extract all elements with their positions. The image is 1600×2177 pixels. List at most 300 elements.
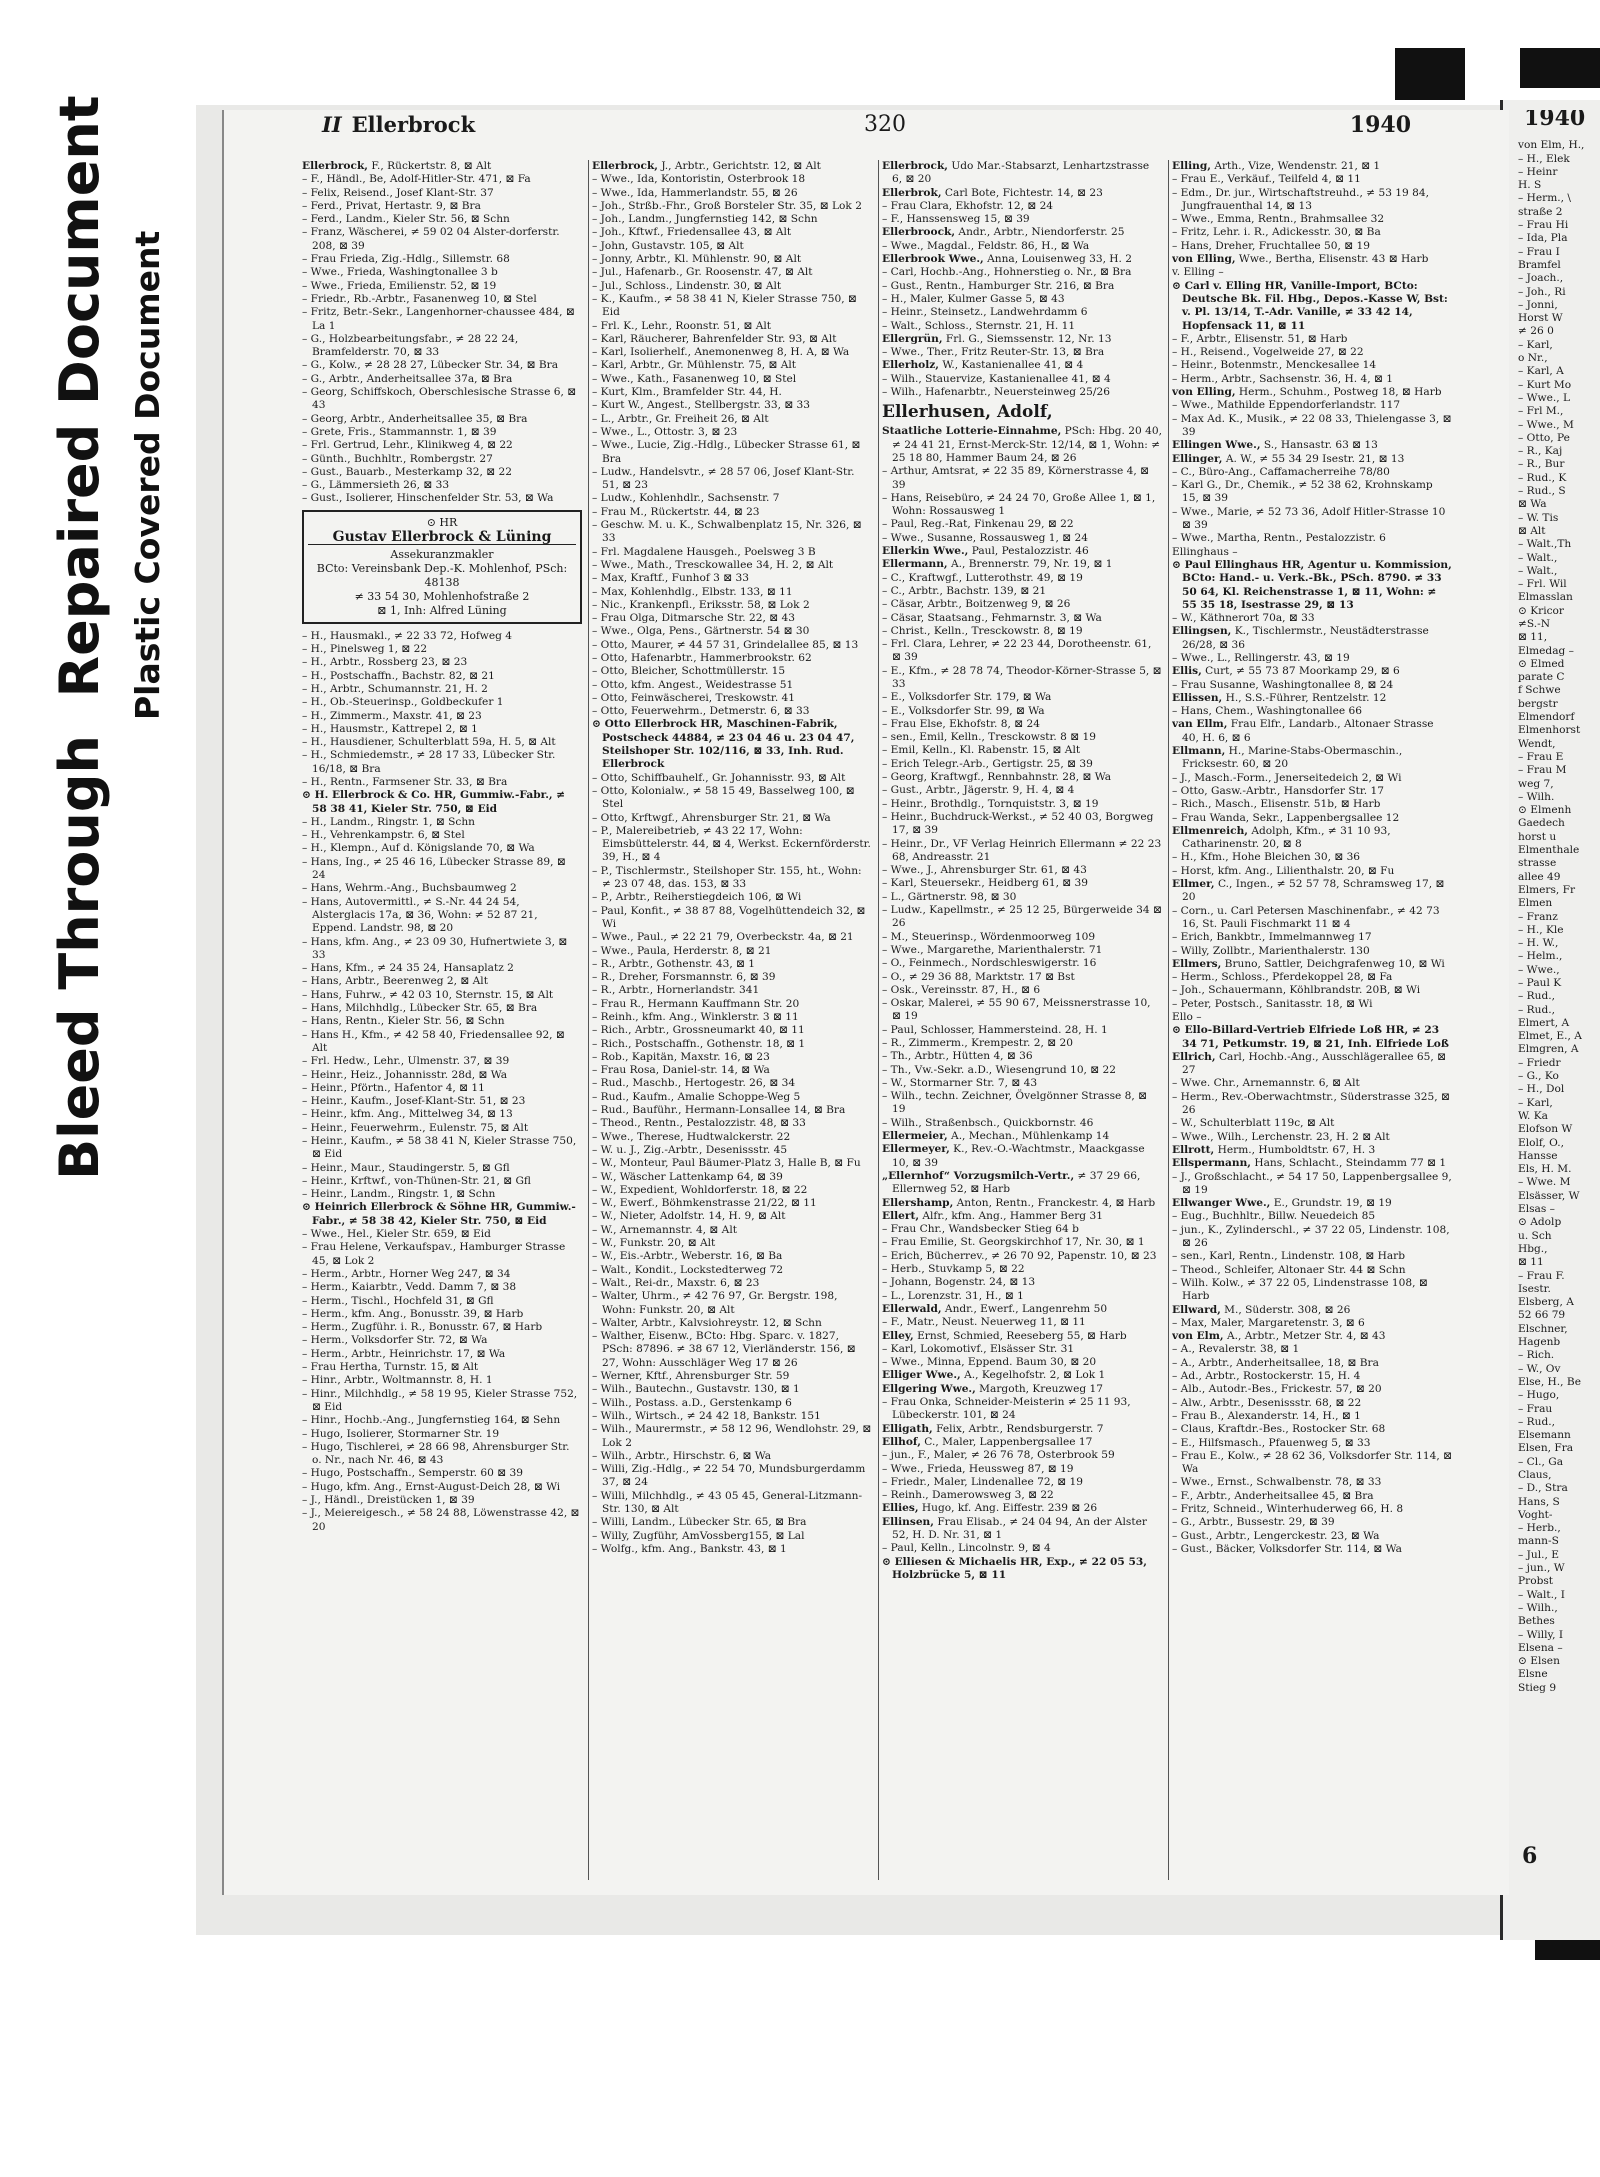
directory-entry: – Otto, Feuerwehrm., Detmerstr. 6, ⊠ 33 [592,705,810,718]
directory-entry: – R., Arbtr., Hornerlandstr. 341 [592,984,760,997]
directory-entry: – Frau M., Rückertstr. 44, ⊠ 23 [592,505,760,518]
next-page-line: Hans, S [1518,1495,1560,1508]
next-page-line: Isestr. [1518,1282,1551,1295]
next-page-line: ⊙ Adolp [1518,1216,1562,1229]
directory-entry: – Franz, Wäscherei, ≠ 59 02 04 Alster-dorferstr. 208, ⊠ 39 [302,226,560,252]
directory-entry: – K., Kaufm., ≠ 58 38 41 N, Kieler Strasse 750, ⊠ Eid [592,292,857,319]
directory-entry: – Heinr., Kaufm., Josef-Klant-Str. 51, ⊠ 23 [302,1095,526,1108]
directory-entry: – Wwe., Kath., Fasanenweg 10, ⊠ Stel [592,372,797,385]
directory-entry: ⊙ H. Ellerbrock & Co. HR, Gummiw.-Fabr., ≠ 58 38 41, Kieler Str. 750, ⊠ Eid [302,789,566,815]
directory-entry: – Peter, Postsch., Sanitasstr. 18, ⊠ Wi [1172,997,1373,1010]
directory-entry: Ellermann, A., Brennerstr. 79, Nr. 19, ⊠ 1 [882,558,1113,571]
next-page-line: ⊠ 11, [1518,631,1548,644]
directory-entry: – Heinr., Heiz., Johannisstr. 28d, ⊠ Wa [302,1068,508,1081]
directory-entry: – H., Zimmerm., Maxstr. 41, ⊠ 23 [302,709,482,722]
page-header [224,110,1509,148]
next-page-line: – H. W., [1518,937,1559,950]
directory-entry: – Herm., Rev.-Oberwachtmstr., Süderstrasse 325, ⊠ 26 [1172,1090,1450,1117]
directory-entry: – J., Großschlacht., ≠ 54 17 50, Lappenbergsallee 9, ⊠ 19 [1172,1170,1452,1196]
directory-entry: – W., Ewerf., Böhmkenstrasse 21/22, ⊠ 11 [592,1197,817,1210]
directory-entry: – Otto, Schiffbauhelf., Gr. Johannisstr. 93, ⊠ Alt [592,771,846,784]
directory-entry: – Ludw., Handelsvtr., ≠ 28 57 06, Josef Klant-Str. 51, ⊠ 23 [592,465,855,492]
next-page-line: – Kurt Mo [1518,378,1572,391]
directory-entry: – Karl, Isolierhelf., Anemonenweg 8, H. A, ⊠ Wa [592,346,850,359]
directory-entry: – Otto, Hafenarbtr., Hammerbrookstr. 62 [592,651,812,664]
directory-entry: Ellissen, H., S.S.-Führer, Rentzelstr. 12 [1172,691,1387,704]
directory-entry: – Wwe., Martha, Rentn., Pestalozzistr. 6 [1172,532,1386,545]
directory-entry: – Paul, Reg.-Rat, Finkenau 29, ⊠ 22 [882,518,1074,531]
directory-entry: – Heinr., Steinsetz., Landwehrdamm 6 [882,306,1088,319]
next-page-line: – Karl, [1518,338,1553,351]
directory-entry: – H., Ob.-Steuerinsp., Goldbeckufer 1 [302,696,504,709]
directory-entry: von Elling, Wwe., Bertha, Elisenstr. 43 ⊠ Harb [1172,253,1429,266]
directory-entry: – F., Arbtr., Anderheitsallee 45, ⊠ Bra [1172,1489,1374,1502]
directory-entry: Ellinsen, Frau Elisab., ≠ 24 04 94, An der Alster 52, H. D. Nr. 31, ⊠ 1 [882,1515,1147,1541]
directory-entry: – Frl. Gertrud, Lehr., Klinikweg 4, ⊠ 22 [302,439,513,452]
directory-entry: – Hinr., Milchhdlg., ≠ 58 19 95, Kieler Strasse 752, ⊠ Eid [302,1387,578,1413]
directory-entry: – Hans, Dreher, Fruchtallee 50, ⊠ 19 [1172,239,1370,252]
directory-entry: – Wilh., Wirtsch., ≠ 24 42 18, Bankstr. 151 [592,1409,821,1422]
directory-entry: ⊙ Otto Ellerbrock HR, Maschinen-Fabrik, Postscheck 44884, ≠ 23 04 46 u. 23 04 47, Steilshoper Str. 102/116, ⊠ 33, Inh. Rud. Ellerbrock [592,718,855,771]
black-tab-top [1395,48,1465,100]
directory-entry: v. Elling – [1172,266,1224,279]
header-section-title [322,112,475,137]
directory-entry: – W., Eis.-Arbtr., Weberstr. 16, ⊠ Ba [592,1250,783,1263]
directory-entry: – Hans, Milchhdlg., Lübecker Str. 65, ⊠ Bra [302,1002,538,1015]
directory-entry: von Elm, A., Arbtr., Metzer Str. 4, ⊠ 43 [1172,1330,1386,1343]
directory-entry: – Fritz, Lehr. i. R., Adickesstr. 30, ⊠ Ba [1172,226,1381,239]
repaired-label: Repaired Document [48,95,111,698]
black-tab-top-right [1520,48,1600,88]
directory-entry: – Cäsar, Staatsang., Fehmarnstr. 3, ⊠ Wa [882,611,1102,624]
directory-entry: – Wilh., Arbtr., Hirschstr. 6, ⊠ Wa [592,1449,772,1462]
directory-entry: – Wwe., Lucie, Zig.-Hdlg., Lübecker Strasse 61, ⊠ Bra [592,439,861,465]
directory-entry: – L., Gärtnerstr. 98, ⊠ 30 [882,890,1017,903]
column-4 [1172,160,1452,1880]
next-page-line: – Wwe., M [1518,418,1574,431]
directory-entry: – jun., K., Zylinderschl., ≠ 37 22 05, Lindenstr. 108, ⊠ 26 [1172,1223,1450,1250]
next-page-line: Stieg 9 [1518,1681,1557,1694]
directory-entry: – Eug., Buchhltr., Billw. Neuedeich 85 [1172,1210,1376,1223]
next-page-line: W. Ka [1518,1109,1549,1122]
directory-entry: – Herm., Volksdorfer Str. 72, ⊠ Wa [302,1334,488,1347]
directory-entry: Ellmer, C., Ingen., ≠ 52 57 78, Schramsweg 17, ⊠ 20 [1172,878,1445,904]
next-page-line: Elmert, A [1518,1016,1570,1029]
next-page-line: ⊙ Elmenh [1518,804,1572,817]
directory-entry: – Gust., Bauarb., Mesterkamp 32, ⊠ 22 [302,465,512,478]
directory-entry: – Hugo, kfm. Ang., Ernst-August-Deich 28, ⊠ Wi [302,1480,561,1493]
next-page-line: Elsberg, A [1518,1296,1574,1309]
next-page-line: – Jonni, [1518,298,1558,311]
directory-entry: – Johann, Bogenstr. 24, ⊠ 13 [882,1276,1036,1289]
next-page-line: Elsässer, W [1518,1189,1580,1202]
directory-entry: – G., Kolw., ≠ 28 28 27, Lübecker Str. 34, ⊠ Bra [302,359,559,372]
next-page-line: Wendt, [1518,737,1556,750]
directory-entry: – H., Postschaffn., Bachstr. 82, ⊠ 21 [302,669,495,682]
next-page-line: Elsas – [1518,1203,1555,1216]
directory-entry: – Jul., Schloss., Lindenstr. 30, ⊠ Alt [592,279,782,292]
directory-entry: – Ludw., Kapellmstr., ≠ 25 12 25, Bürgerweide 34 ⊠ 26 [882,904,1162,930]
directory-entry: – M., Steuerinsp., Wördenmoorweg 109 [882,930,1096,943]
next-page-line: ⊙ Kricor [1518,604,1564,617]
directory-entry: – Heinr., Feuerwehrm., Eulenstr. 75, ⊠ Alt [302,1121,529,1134]
directory-entry: – Herm., Arbtr., Sachsenstr. 36, H. 4, ⊠ 1 [1172,372,1393,385]
directory-entry: Ellerbrok, Carl Bote, Fichtestr. 14, ⊠ 23 [882,186,1103,199]
directory-entry: – Max, Kraftf., Funhof 3 ⊠ 33 [592,572,749,585]
directory-entry: – Heinr., Pförtn., Hafentor 4, ⊠ 11 [302,1081,485,1094]
directory-page [222,110,1509,1895]
column-3 [882,160,1169,1880]
directory-entry: – Max, Kohlenhdlg., Elbstr. 133, ⊠ 11 [592,585,793,598]
directory-entry: – Erich Telegr.-Arb., Gertigstr. 25, ⊠ 39 [882,757,1093,770]
directory-entry: Ellinghaus – [1172,545,1238,558]
directory-entry: – Corn., u. Carl Petersen Maschinenfabr., ≠ 42 73 16, St. Pauli Fischmarkt 11 ⊠ 4 [1172,904,1440,930]
next-page-marker: 6 [1522,1843,1538,1869]
directory-entry: – Willi, Zig.-Hdlg., ≠ 22 54 70, Mundsburgerdamm 37, ⊠ 24 [592,1463,866,1489]
next-page-line: – Otto, Pe [1518,431,1570,444]
directory-entry: – O., Feinmech., Nordschleswigerstr. 16 [882,957,1097,970]
advertisement-box [302,510,582,624]
directory-entry: Ellingsen, K., Tischlermstr., Neustädterstrasse 26/28, ⊠ 36 [1172,625,1429,651]
directory-entry: – R., Zimmerm., Krempestr. 2, ⊠ 20 [882,1037,1073,1049]
directory-entry: – J., Händl., Dreistücken 1, ⊠ 39 [302,1494,475,1507]
directory-entry: – Claus, Kraftdr.-Bes., Rostocker Str. 68 [1172,1423,1386,1436]
directory-entry: – Frau B., Alexanderstr. 14, H., ⊠ 1 [1172,1409,1361,1422]
directory-entry: – Wwe., Magdal., Feldstr. 86, H., ⊠ Wa [882,239,1090,252]
directory-entry: – Frau Chr., Wandsbecker Stieg 64 b [882,1223,1079,1236]
directory-entry: – Hugo, Tischlerei, ≠ 28 66 98, Ahrensburger Str. o. Nr., nach Nr. 46, ⊠ 43 [302,1440,570,1467]
directory-entry: – H., Arbtr., Schumannstr. 21, H. 2 [302,682,488,695]
directory-entry: Ellershamp, Anton, Rentn., Franckestr. 4, ⊠ Harb [882,1196,1156,1209]
directory-entry: – Gust., Isolierer, Hinschenfelder Str. 53, ⊠ Wa [302,492,554,505]
next-page-line: – Frl M., [1518,405,1564,418]
directory-entry: – Wwe., Paul., ≠ 22 21 79, Overbeckstr. 4a, ⊠ 21 [592,931,854,944]
directory-entry: – Otto, Maurer, ≠ 44 57 31, Grindelallee 85, ⊠ 13 [592,638,859,651]
directory-entry: – Jul., Hafenarb., Gr. Roosenstr. 47, ⊠ Alt [592,266,813,279]
directory-entry: Ellmann, H., Marine-Stabs-Obermaschin., Fricksestr. 60, ⊠ 20 [1172,745,1403,771]
directory-entry: – Herb., Stuvkamp 5, ⊠ 22 [882,1263,1025,1276]
directory-entry: Ellrott, Herm., Humboldtstr. 67, H. 3 [1172,1143,1376,1156]
directory-entry: – E., Volksdorfer Str. 99, ⊠ Wa [882,704,1045,717]
next-page-line: – Rud., [1518,990,1555,1003]
directory-entry: – E., Hilfsmasch., Pfauenweg 5, ⊠ 33 [1172,1436,1371,1449]
directory-entry: – Heinr., Krftwf., von-Thünen-Str. 21, ⊠ Gfl [302,1174,531,1187]
directory-entry: ⊙ Heinrich Ellerbrock & Söhne HR, Gummiw.-Fabr., ≠ 58 38 42, Kieler Str. 750, ⊠ Eid [302,1201,576,1227]
directory-entry: – W., Schulterblatt 119c, ⊠ Alt [1172,1117,1335,1130]
directory-entry: – Otto, Gasw.-Arbtr., Hansdorfer Str. 17 [1172,784,1384,797]
directory-entry: – Th., Vw.-Sekr. a.D., Wiesengrund 10, ⊠ 22 [882,1063,1117,1076]
directory-entry: – H., Hausmstr., Kattrepel 2, ⊠ 1 [302,722,478,735]
next-page-line: allee 49 [1518,870,1561,883]
column-2 [592,160,879,1880]
next-page-line: – Rud., S [1518,485,1566,498]
directory-entry: – Hans, Kfm., ≠ 24 35 24, Hansaplatz 2 [302,962,514,975]
directory-entry: – Georg, Arbtr., Anderheitsallee 35, ⊠ Bra [302,412,528,425]
directory-entry: – John, Gustavstr. 105, ⊠ Alt [592,239,744,252]
next-page-line: – Herm., \ [1518,192,1571,205]
directory-entry: – Wilh. Kolw., ≠ 37 22 05, Lindenstrasse 108, ⊠ Harb [1172,1276,1428,1303]
next-page-line: ⊙ Elsen [1518,1655,1560,1668]
directory-entry: – Walter, Uhrm., ≠ 42 76 97, Gr. Bergstr. 198, Wohn: Funkstr. 20, ⊠ Alt [592,1290,838,1316]
directory-entry: – Gust., Bäcker, Volksdorfer Str. 114, ⊠ Wa [1172,1542,1402,1555]
directory-entry: – Karl G., Dr., Chemik., ≠ 52 38 62, Krohnskamp 15, ⊠ 39 [1172,479,1433,505]
directory-entry: – Wwe., Marie, ≠ 52 73 36, Adolf Hitler-Strasse 10 ⊠ 39 [1172,505,1446,532]
next-page-line: Claus, [1518,1468,1552,1481]
directory-entry: – G., Lämmersieth 26, ⊠ 33 [302,479,450,492]
directory-entry: – E., Kfm., ≠ 28 78 74, Theodor-Körner-Strasse 5, ⊠ 33 [882,664,1162,690]
next-page-line: – W. Tis [1518,511,1559,524]
next-page-line: Else, H., Be [1518,1375,1581,1388]
next-page-line: – Wilh. [1518,790,1555,803]
directory-entry: – Felix, Reisend., Josef Klant-Str. 37 [302,186,494,199]
directory-entry: – Wilh., Stauervize, Kastanienallee 41, ⊠ 4 [882,372,1111,385]
directory-entry: – Frau Susanne, Washingtonallee 8, ⊠ 24 [1172,678,1394,691]
directory-entry: Ellis, Curt, ≠ 55 73 87 Moorkamp 29, ⊠ 6 [1172,665,1400,678]
next-page-line: ⊠ 11 [1518,1256,1544,1269]
directory-entry: – Willi, Milchhdlg., ≠ 43 05 45, General-Litzmann-Str. 130, ⊠ Alt [592,1489,863,1515]
directory-entry: – Wilh., Straßenbsch., Quickbornstr. 46 [882,1116,1094,1129]
next-page-line: Elmendorf [1518,711,1575,724]
directory-entry: – H., Vehrenkampstr. 6, ⊠ Stel [302,829,465,842]
directory-entry: – Otto, Krftwgf., Ahrensburger Str. 21, ⊠ Wa [592,811,831,824]
directory-entry: – Gust., Arbtr., Jägerstr. 9, H. 4, ⊠ 4 [882,784,1075,797]
directory-entry: – Frau Frieda, Zig.-Hdlg., Sillemstr. 68 [302,253,510,266]
directory-entry: – Alb., Autodr.-Bes., Frickestr. 57, ⊠ 20 [1172,1383,1382,1396]
directory-entry: van Ellm, Frau Elfr., Landarb., Altonaer Strasse 40, H. 6, ⊠ 6 [1172,718,1434,744]
next-page-line: – R., Kaj [1518,445,1563,458]
directory-entry: – Hans, kfm. Ang., ≠ 23 09 30, Hufnertwiete 3, ⊠ 33 [302,935,568,961]
directory-entry: von Elling, Herm., Schuhm., Postweg 18, ⊠ Harb [1172,386,1442,399]
directory-entry: – Hans, Wehrm.-Ang., Buchsbaumweg 2 [302,882,517,895]
next-page-line: weg 7, [1518,777,1554,790]
directory-entry: – F., Arbtr., Elisenstr. 51, ⊠ Harb [1172,332,1348,345]
directory-entry: – W., Expedient, Wohldorferstr. 18, ⊠ 22 [592,1183,808,1196]
next-page-line: – Wwe., L [1518,391,1571,404]
directory-entry: – H., Hausdiener, Schulterblatt 59a, H. 5, ⊠ Alt [302,736,556,749]
directory-entry: – Ad., Arbtr., Rostockerstr. 15, H. 4 [1172,1370,1361,1383]
header-section: II [322,112,342,137]
directory-entry: – W., Stormarner Str. 7, ⊠ 43 [882,1076,1038,1089]
directory-entry: – Christ., Kelln., Tresckowstr. 8, ⊠ 19 [882,624,1083,637]
directory-entry: – Frau Else, Ekhofstr. 8, ⊠ 24 [882,717,1040,730]
directory-entry: – Wwe., Ida, Hammerlandstr. 55, ⊠ 26 [592,186,798,199]
directory-entry: – Frl. Hedw., Lehr., Ulmenstr. 37, ⊠ 39 [302,1055,510,1068]
next-page-line: – Rud., K [1518,471,1567,484]
next-page-line: strasse [1518,857,1557,870]
directory-entry: – L., Arbtr., Gr. Freiheit 26, ⊠ Alt [592,412,769,425]
directory-entry: – Cäsar, Arbtr., Boitzenweg 9, ⊠ 26 [882,598,1071,611]
directory-entry: Ellerbrock, J., Arbtr., Gerichtstr. 12, ⊠ Alt [592,160,821,172]
next-page-line: Gaedech [1518,817,1565,830]
directory-entry: – Wwe., L., Ottostr. 3, ⊠ 23 [592,425,738,438]
ad-line: Assekuranzmakler [390,547,494,561]
directory-entry: – Heinr., kfm. Ang., Mittelweg 34, ⊠ 13 [302,1108,513,1121]
next-page-lines [1518,139,1600,1695]
directory-entry: – Frau Onka, Schneider-Meisterin ≠ 25 11 93, Lübeckerstr. 101, ⊠ 24 [882,1396,1131,1422]
next-page-line: – Frau F. [1518,1269,1565,1282]
directory-entry: – H., Landm., Ringstr. 1, ⊠ Schn [302,815,475,828]
directory-entry: ⊙ Carl v. Elling HR, Vanille-Import, BCto: Deutsche Bk. Fil. Hbg., Depos.-Kasse W, Bst: v. Pl. 13/14, T.-Adr. Vanille, ≠ 33 42 14, Hopfensack 11, ⊠ 11 [1172,279,1448,332]
directory-entry: – Arthur, Amtsrat, ≠ 22 35 89, Körnerstrasse 4, ⊠ 39 [882,465,1149,491]
directory-entry: ⊙ Elliesen & Michaelis HR, Exp., ≠ 22 05 53, Holzbrücke 5, ⊠ 11 [882,1555,1147,1581]
directory-entry: – R., Arbtr., Gothenstr. 43, ⊠ 1 [592,957,756,970]
next-page-line: ⊠ Alt [1518,524,1546,537]
next-page-line: f Schwe [1518,684,1561,697]
directory-entry: – Jonny, Arbtr., Kl. Mühlenstr. 90, ⊠ Alt [592,253,802,266]
directory-entry: – Wwe., L., Rellingerstr. 43, ⊠ 19 [1172,651,1350,664]
directory-entry: – C., Arbtr., Bachstr. 139, ⊠ 21 [882,584,1047,597]
next-page-line: bergstr [1518,697,1558,710]
directory-entry: – W., Käthnerort 70a, ⊠ 33 [1172,612,1315,625]
directory-entry: – Joh., Landm., Jungfernstieg 142, ⊠ Schn [592,213,818,226]
directory-entry: Ellmenreich, Adolph, Kfm., ≠ 31 10 93, Catharinenstr. 20, ⊠ 8 [1172,824,1391,851]
directory-entry: – Friedr., Rb.-Arbtr., Fasanenweg 10, ⊠ Stel [302,292,537,305]
directory-entry: – Nic., Krankenpfl., Eriksstr. 58, ⊠ Lok 2 [592,598,810,611]
directory-entry: – Rud., Maschb., Hertogestr. 26, ⊠ 34 [592,1077,796,1090]
next-page-line: horst u [1518,830,1557,843]
directory-entry: – Wwe., Olga, Pens., Gärtnerstr. 54 ⊠ 30 [592,625,810,638]
next-page-line: – Paul K [1518,977,1562,989]
next-page-line: – Frl. Wil [1518,578,1567,591]
directory-entry: – Rud., Kaufm., Amalie Schoppe-Weg 5 [592,1090,801,1103]
directory-entry: Ellspermann, Hans, Schlacht., Steindamm 77 ⊠ 1 [1172,1157,1447,1170]
directory-entry: – Walter, Arbtr., Kalvsiohreystr. 12, ⊠ Schn [592,1316,822,1329]
bleed-through-label: Bleed Through Repaired Document [48,95,111,1180]
directory-entry: – Joh., Schauermann, Köhlbrandstr. 20B, ⊠ Wi [1172,984,1421,997]
directory-entry: – Oskar, Malerei, ≠ 55 90 67, Meissnerstrasse 10, ⊠ 19 [882,997,1151,1023]
directory-entry: – Erich, Bücherrev., ≠ 26 70 92, Papenstr. 10, ⊠ 23 [882,1249,1157,1262]
directory-entry: – O., ≠ 29 36 88, Marktstr. 17 ⊠ Bst [882,970,1075,983]
directory-entry: – Rob., Kapitän, Maxstr. 16, ⊠ 23 [592,1050,770,1063]
directory-entry: – Ferd., Landm., Kieler Str. 56, ⊠ Schn [302,213,510,226]
next-page-line: Hagenb [1518,1336,1561,1349]
directory-entry: – Ferd., Privat, Hertastr. 9, ⊠ Bra [302,199,481,212]
next-page-line: Elmen [1518,897,1553,910]
directory-entry: – Otto, Kolonialw., ≠ 58 15 49, Basselweg 100, ⊠ Stel [592,784,855,811]
directory-entry: Ellies, Hugo, kf. Ang. Eiffestr. 239 ⊠ 26 [882,1502,1098,1515]
directory-entry: – Wilh., Maurermstr., ≠ 58 12 96, Wendlohstr. 29, ⊠ Lok 2 [592,1423,872,1449]
directory-entry: Ello – [1172,1011,1202,1023]
directory-entry: – sen., Emil, Kelln., Tresckowstr. 8 ⊠ 19 [882,731,1096,744]
document-condition-labels [0,95,200,1280]
directory-entry: – Walt., Schloss., Sternstr. 21, H. 11 [882,319,1076,332]
next-page-line: – Friedr [1518,1056,1561,1069]
directory-entry: – Hans, Reisebüro, ≠ 24 24 70, Große Allee 1, ⊠ 1, Wohn: Rossausweg 1 [882,491,1156,518]
next-page-line: – Ida, Pla [1518,232,1568,245]
directory-entry: – Wwe., Wilh., Lerchenstr. 23, H. 2 ⊠ Alt [1172,1130,1390,1143]
directory-entry: – Reinh., kfm. Ang., Winklerstr. 3 ⊠ 11 [592,1011,799,1023]
directory-entry: – Heinr., Buchdruck-Werkst., ≠ 52 40 03, Borgweg 17, ⊠ 39 [882,810,1154,837]
directory-entry: – Max Ad. K., Musik., ≠ 22 08 33, Thielengasse 3, ⊠ 39 [1172,412,1452,438]
directory-entry: – A., Arbtr., Anderheitsallee, 18, ⊠ Bra [1172,1356,1379,1369]
directory-entry: – H., Arbtr., Rossberg 23, ⊠ 23 [302,656,468,669]
next-page-line: – Walt.,Th [1518,538,1572,551]
next-page-line: – H., Elek [1518,152,1570,165]
header-year: 1940 [1349,112,1411,138]
next-page-line: Elsena – [1518,1641,1563,1654]
directory-entry: Ellert, Alfr., kfm. Ang., Hammer Berg 31 [882,1209,1103,1222]
directory-entry: – H., Reisend., Vogelweide 27, ⊠ 22 [1172,346,1364,359]
directory-entry: – Hans, Fuhrw., ≠ 42 03 10, Sternstr. 15, ⊠ Alt [302,988,554,1001]
next-page-line: – Cl., Ga [1518,1455,1564,1468]
directory-entry: – Frau Olga, Ditmarsche Str. 22, ⊠ 43 [592,612,795,625]
directory-entry: – E., Volksdorfer Str. 179, ⊠ Wa [882,691,1052,704]
directory-entry: – Herm., Schloss., Pferdekoppel 28, ⊠ Fa [1172,971,1393,984]
directory-entry: – C., Kraftwgf., Lutterothstr. 49, ⊠ 19 [882,571,1083,584]
next-page-line: ⊠ Wa [1518,498,1547,511]
directory-entry: – Herm., kfm. Ang., Bonusstr. 39, ⊠ Harb [302,1307,524,1320]
next-page-line: Bethes [1518,1615,1555,1628]
next-page-line: o Nr., [1518,352,1548,365]
next-page-line: – Helm., [1518,950,1563,963]
directory-entry: – Th., Arbtr., Hütten 4, ⊠ 36 [882,1050,1033,1063]
directory-entry: – Rud., Bauführ., Hermann-Lonsallee 14, ⊠ Bra [592,1104,846,1117]
directory-entry: – Wwe., Ther., Fritz Reuter-Str. 13, ⊠ Bra [882,346,1105,359]
plastic-covered-label: Plastic Covered Document [128,230,167,720]
directory-entry: – Hans, Arbtr., Beerenweg 2, ⊠ Alt [302,975,488,988]
next-page-line: – Rud., [1518,1415,1555,1428]
directory-entry: – Theod., Schleifer, Altonaer Str. 44 ⊠ Schn [1172,1263,1406,1276]
next-page-line: – Herb., [1518,1522,1561,1535]
next-page-line: – Franz [1518,910,1558,923]
directory-entry: Staatliche Lotterie-Einnahme, PSch: Hbg. 20 40, ≠ 24 41 21, Ernst-Merck-Str. 12/14, ⊠ 1, Wohn: ≠ 25 18 80, Hammer Baum 24, ⊠ 26 [882,425,1162,464]
directory-entry: Ellerbrock, Udo Mar.-Stabsarzt, Lenhartzstrasse 6, ⊠ 20 [882,160,1150,186]
directory-entry: – Edm., Dr. jur., Wirtschaftstreuhd., ≠ 53 19 84, Jungfrauenthal 14, ⊠ 13 [1172,186,1430,212]
directory-entry: – Wwe., Ernst., Schwalbenstr. 78, ⊠ 33 [1172,1476,1382,1489]
directory-entry: Ellward, M., Süderstr. 308, ⊠ 26 [1172,1303,1351,1316]
next-page-line: Elmet, E., A [1518,1030,1582,1043]
directory-entry: Ellergrün, Frl. G., Siemssenstr. 12, Nr. 13 [882,332,1112,345]
directory-entry: – Rich., Arbtr., Grossneumarkt 40, ⊠ 11 [592,1024,805,1037]
next-page-line: – Hugo, [1518,1389,1560,1402]
directory-entry: – W., Monteur, Paul Bäumer-Platz 3, Halle B, ⊠ Fu [592,1157,861,1170]
directory-entry: – W., Funkstr. 20, ⊠ Alt [592,1237,716,1250]
directory-entry: Elling, Arth., Vize, Wendenstr. 21, ⊠ 1 [1172,160,1381,172]
next-page-line: mann-S [1518,1535,1559,1548]
next-page-column [1518,110,1600,1870]
directory-entry: – G., Holzbearbeitungsfabr., ≠ 28 22 24, Bramfelderstr. 70, ⊠ 33 [302,332,519,359]
directory-entry: Ellgering Wwe., Margoth, Kreuzweg 17 [882,1382,1103,1395]
next-page-line: – G., Ko [1518,1070,1559,1083]
directory-entry: – Wwe. Chr., Arnemannstr. 6, ⊠ Alt [1172,1077,1360,1090]
directory-entry: – Wwe., Hel., Kieler Str. 659, ⊠ Eid [302,1228,491,1241]
next-page-line: – H., Kle [1518,923,1564,936]
directory-entry: – Hugo, Postschaffn., Semperstr. 60 ⊠ 39 [302,1467,523,1480]
directory-entry: – Günth., Buchhltr., Rombergstr. 27 [302,452,493,465]
directory-entry: – Horst, kfm. Ang., Lilienthalstr. 20, ⊠ Fu [1172,864,1395,877]
directory-entry: – Frau Rosa, Daniel-str. 14, ⊠ Wa [592,1064,770,1077]
directory-entry: – Karl, Räucherer, Bahrenfelder Str. 93, ⊠ Alt [592,332,837,345]
next-page-line: – Joh., Ri [1518,285,1566,298]
directory-entry: – Wwe., Frieda, Heussweg 87, ⊠ 19 [882,1462,1074,1475]
next-page-line: – Frau Hi [1518,219,1569,232]
directory-entry: – Werner, Kftf., Ahrensburger Str. 59 [592,1370,790,1383]
directory-entry: – Wwe., Frieda, Emilienstr. 52, ⊠ 19 [302,279,497,292]
directory-entry: – Willy, Zollbtr., Marienthalerstr. 130 [1172,944,1370,957]
directory-entry: Ellerholz, W., Kastanienallee 41, ⊠ 4 [882,359,1084,372]
directory-entry: – Frau E., Kolw., ≠ 28 62 36, Volksdorfer Str. 114, ⊠ Wa [1172,1449,1452,1476]
next-page-line: – jun., W [1518,1562,1565,1575]
directory-entry: – sen., Karl, Rentn., Lindenstr. 108, ⊠ Harb [1172,1250,1406,1263]
next-page-line: Elmedag – [1518,644,1574,657]
directory-entry: – Paul, Schlosser, Hammersteind. 28, H. 1 [882,1023,1108,1036]
directory-entry: – Paul, Konfit., ≠ 38 87 88, Vogelhüttendeich 32, ⊠ Wi [592,904,866,930]
directory-entry: – A., Revalerstr. 38, ⊠ 1 [1172,1343,1300,1356]
next-page-line: – Walt., [1518,551,1558,564]
directory-entry: – F., Hanssensweg 15, ⊠ 39 [882,213,1030,226]
directory-entry: – Frau E., Verkäuf., Teilfeld 4, ⊠ 11 [1172,173,1361,186]
directory-entry: – H., Klempn., Auf d. Königslande 70, ⊠ Wa [302,842,535,855]
